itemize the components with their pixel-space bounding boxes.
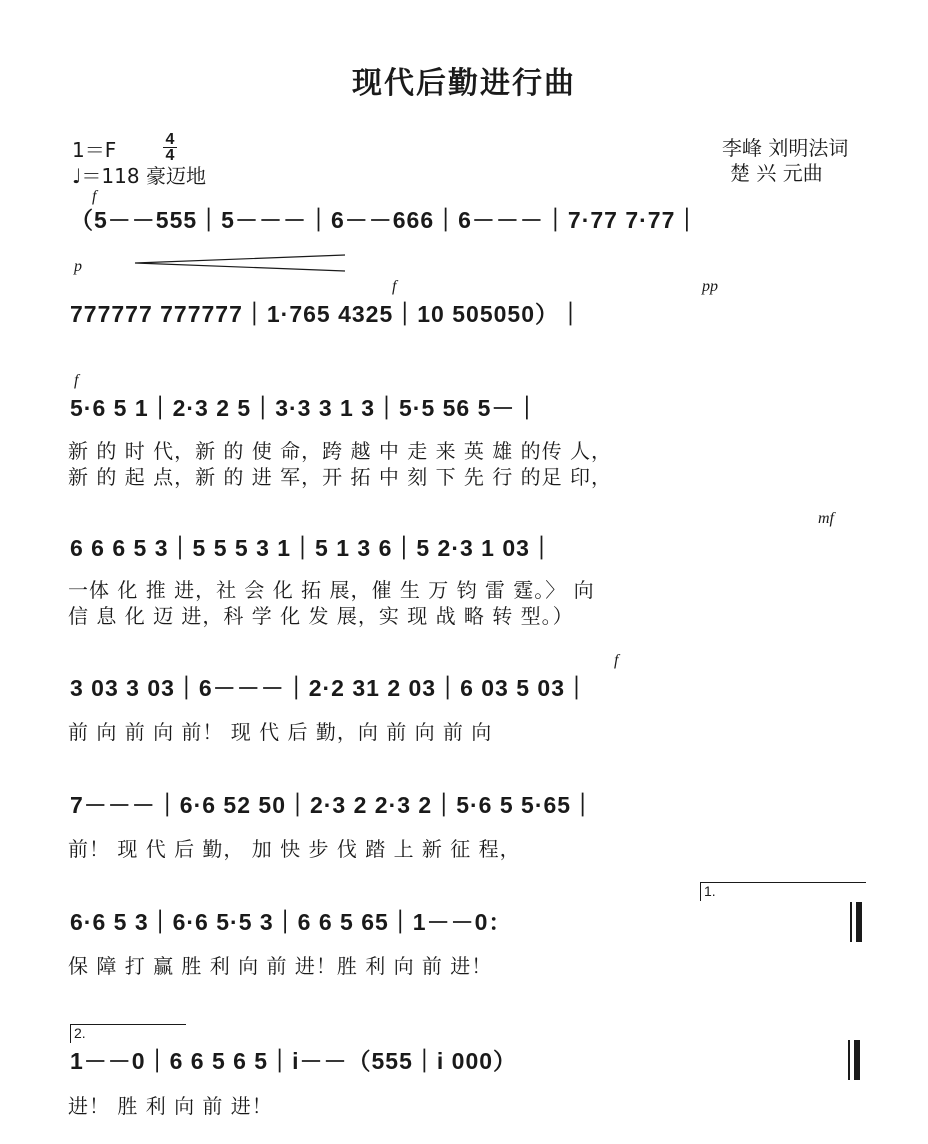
lyric-row: 进！ 胜 利 向 前 进！ (68, 1094, 273, 1118)
repeat-barline-thick (856, 902, 862, 942)
lyric-row: 信 息 化 迈 进，科 学 化 发 展，实 现 战 略 转 型。） (68, 604, 574, 628)
music-row: 777777 777777｜1·765 4325｜10 505050）｜ (70, 301, 583, 327)
composer-credit: 楚 兴 元曲 (730, 161, 823, 185)
volta-bracket: 1. (700, 882, 866, 901)
lyricist-credit: 李峰 刘明法词 (722, 136, 849, 160)
time-signature-top: 4 (165, 131, 175, 148)
music-row: 6·6 5 3｜6·6 5·5 3｜6 6 5 65｜1－－0： (70, 909, 513, 935)
lyric-row: 前 向 前 向 前！ 现 代 后 勤，向 前 向 前 向 (68, 720, 493, 744)
lyric-row: 保 障 打 赢 胜 利 向 前 进！胜 利 向 前 进！ (68, 954, 493, 978)
volta-bracket: 2. (70, 1024, 186, 1043)
music-row: 7－－－｜6·6 52 50｜2·3 2 2·3 2｜5·6 5 5·65｜ (70, 792, 596, 818)
dynamic-marking: mf (818, 510, 834, 527)
dynamic-marking: pp (702, 278, 718, 295)
time-signature (163, 132, 177, 163)
time-signature-bottom: 4 (165, 147, 175, 164)
lyric-row: 一体 化 推 进，社 会 化 拓 展，催 生 万 钧 雷 霆。〉 向 (68, 578, 595, 602)
repeat-barline-thin (850, 902, 852, 942)
dynamic-marking: f (392, 278, 397, 295)
score-title: 现代后勤进行曲 (352, 66, 576, 101)
lyric-row: 新 的 起 点，新 的 进 军，开 拓 中 刻 下 先 行 的足 印， (68, 465, 613, 489)
music-row: 6 6 6 5 3｜5 5 5 3 1｜5 1 3 6｜5 2·3 1 03｜ (70, 535, 554, 561)
dynamic-marking: f (92, 188, 97, 205)
lyric-row: 新 的 时 代，新 的 使 命，跨 越 中 走 来 英 雄 的传 人， (68, 439, 613, 463)
dynamic-marking: f (614, 652, 619, 669)
music-row: 3 03 3 03｜6－－－｜2·2 31 2 03｜6 03 5 03｜ (70, 675, 590, 701)
decrescendo-hairpin (130, 252, 350, 274)
tempo-marking: ♩＝118 豪迈地 (72, 164, 206, 188)
lyric-row: 前！ 现 代 后 勤， 加 快 步 伐 踏 上 新 征 程， (68, 837, 521, 861)
final-barline-thin (848, 1040, 850, 1080)
music-row: 5·6 5 1｜2·3 2 5｜3·3 3 1 3｜5·5 56 5－｜ (70, 395, 540, 421)
music-row: （5－－555｜5－－－｜6－－666｜6－－－｜7·77 7·77｜ (70, 207, 700, 233)
music-row: 1－－0｜6 6 5 6 5｜i－－（555｜i 000） (70, 1048, 518, 1074)
key-signature: 1＝F (72, 138, 117, 162)
final-barline-thick (854, 1040, 860, 1080)
dynamic-marking: f (74, 372, 79, 389)
dynamic-marking: p (74, 258, 82, 275)
